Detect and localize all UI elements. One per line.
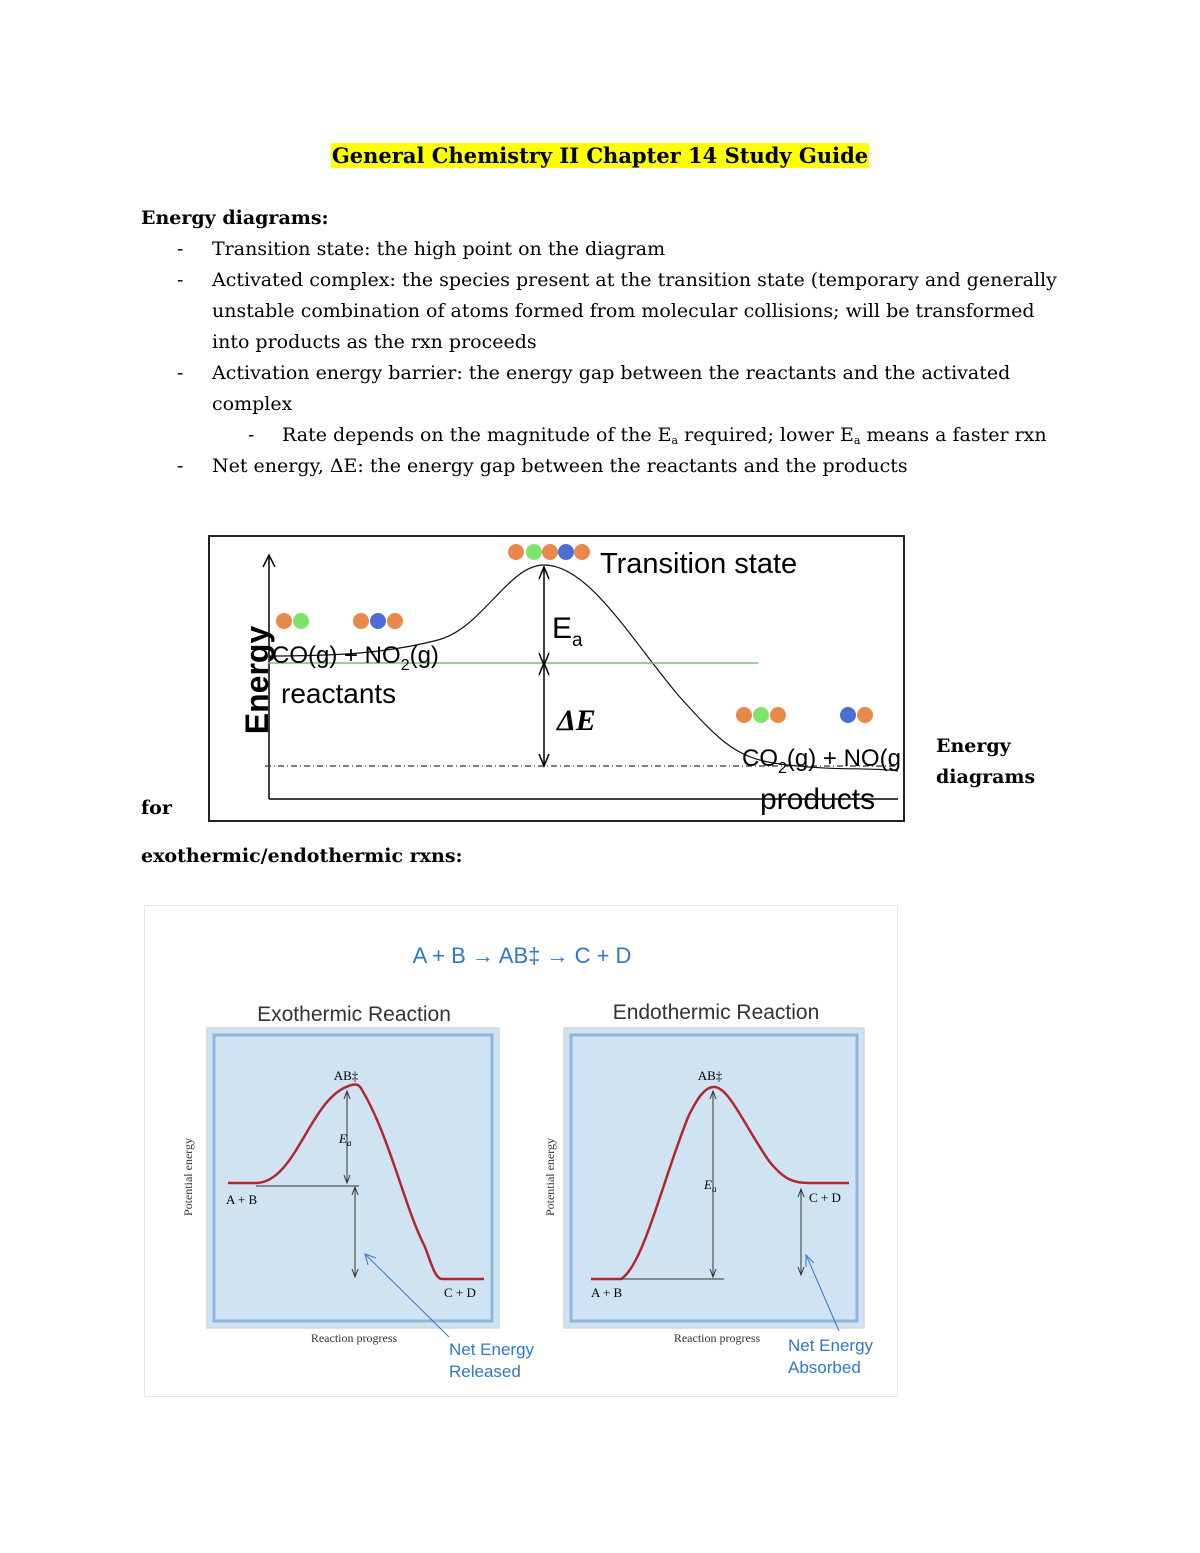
exo-x-label: Reaction progress bbox=[310, 1331, 398, 1345]
exo-ea-label: $E_a$ bbox=[339, 1131, 352, 1148]
products-label: products bbox=[760, 783, 876, 816]
exo-net-label-line2: Released bbox=[449, 1362, 521, 1381]
bullet-dash: - bbox=[177, 455, 184, 477]
exo-peak-label: AB‡ bbox=[333, 1068, 359, 1083]
endo-net-label-line2: Absorbed bbox=[788, 1358, 861, 1377]
section-heading-energy-diagrams: Energy diagrams: bbox=[141, 207, 329, 229]
bullet-dash: - bbox=[177, 269, 184, 291]
side-text-diagrams: diagrams bbox=[936, 766, 1036, 788]
transition-state-label: Transition state bbox=[600, 548, 798, 580]
endo-x-label: Reaction progress bbox=[673, 1331, 761, 1345]
transition-state-molecule-icon bbox=[508, 544, 590, 560]
bullet-activated-complex-line2: unstable combination of atoms formed from molecular collisions; will be transformed bbox=[212, 300, 1035, 322]
endo-ea-label: $E_a$ bbox=[704, 1177, 717, 1194]
endo-title: Endothermic Reaction bbox=[612, 1001, 820, 1024]
ea-label: $E_a$ bbox=[552, 612, 583, 651]
bullet-activated-complex-line1: Activated complex: the species present at the transition state (temporary and generally bbox=[212, 269, 1057, 291]
reaction-equation: A + B → AB‡ → C + D bbox=[412, 943, 632, 968]
bullet-activation-energy-line1: Activation energy barrier: the energy gap between the reactants and the activated bbox=[212, 362, 1011, 384]
bullet-rate-depends: Rate depends on the magnitude of the $E_a$ required; lower $E_a$ means a faster rxn bbox=[282, 424, 1047, 447]
side-text-for: for bbox=[141, 797, 172, 819]
endo-peak-label: AB‡ bbox=[697, 1068, 723, 1083]
exo-start-label: A + B bbox=[226, 1192, 258, 1207]
page-title: General Chemistry II Chapter 14 Study Guide bbox=[331, 143, 869, 168]
endo-net-label-line1: Net Energy bbox=[788, 1336, 874, 1355]
delta-e-label: ΔE bbox=[557, 704, 596, 737]
exo-title: Exothermic Reaction bbox=[257, 1003, 451, 1026]
no2-molecule-icon bbox=[353, 613, 403, 629]
bullet-activation-energy-line2: complex bbox=[212, 393, 293, 415]
side-text-energy: Energy bbox=[936, 735, 1011, 757]
endo-start-label: A + B bbox=[591, 1285, 623, 1300]
bullet-dash: - bbox=[177, 362, 184, 384]
reactants-formula: $CO(g) + NO_2(g)$ bbox=[272, 642, 439, 674]
bullet-activated-complex-line3: into products as the rxn proceeds bbox=[212, 331, 537, 353]
section-heading-exo-endo: exothermic/endothermic rxns: bbox=[141, 845, 463, 867]
bullet-dash: - bbox=[177, 238, 184, 260]
reactants-label: reactants bbox=[281, 678, 397, 709]
bullet-net-energy: Net energy, ΔE: the energy gap between the reactants and the products bbox=[212, 455, 908, 477]
y-axis-label: Energy bbox=[239, 625, 275, 735]
products-formula: $CO_2(g) + NO(g$ bbox=[742, 745, 901, 777]
exo-net-label-line1: Net Energy bbox=[449, 1340, 535, 1359]
exo-end-label: C + D bbox=[444, 1285, 476, 1300]
bullet-transition-state: Transition state: the high point on the diagram bbox=[212, 238, 666, 260]
endo-y-label: Potential energy bbox=[543, 1137, 557, 1217]
co2-molecule-icon bbox=[736, 707, 786, 723]
exo-endo-figure bbox=[144, 905, 898, 1397]
energy-diagram-figure bbox=[208, 535, 905, 822]
bullet-dash: - bbox=[248, 424, 255, 446]
endo-end-label: C + D bbox=[809, 1190, 841, 1205]
exo-y-label: Potential energy bbox=[181, 1137, 195, 1217]
